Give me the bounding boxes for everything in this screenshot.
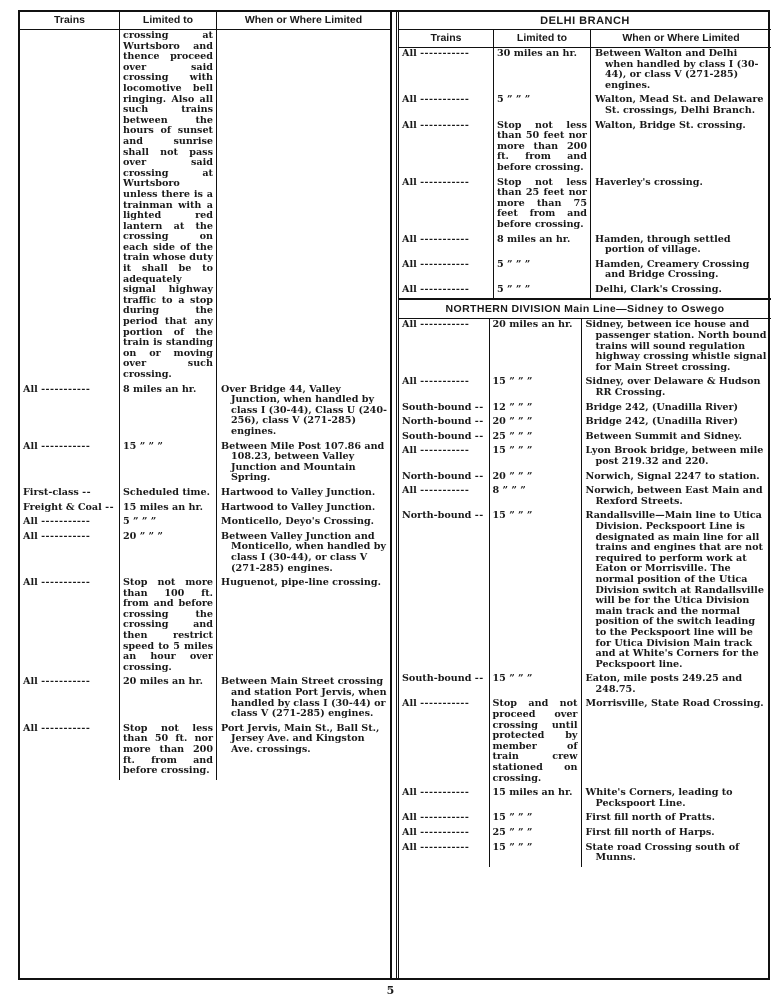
header-when-where: When or Where Limited (591, 30, 772, 48)
table-row (399, 431, 771, 446)
leader-dashes: ----------- (420, 176, 470, 188)
leader-dashes: ----------- (420, 319, 470, 331)
table-row (20, 723, 390, 780)
right-column (396, 12, 771, 978)
row-when-where: Between Valley Junction and Monticello, when handled by class I (30-44), or class V (271-285) engines. (221, 530, 386, 574)
row-when-where: Between Walton and Delhi when handled by class I (30-44), or class V (271-285) engines. (595, 48, 759, 91)
row-limited-to: 20 ” ” ” (489, 471, 581, 486)
row-limited-to: 15 miles an hr. (120, 502, 217, 517)
table-row (20, 441, 390, 487)
row-trains: All ----------- (399, 48, 494, 95)
table-row (20, 531, 390, 577)
row-when-where: Hamden, Creamery Crossing and Bridge Crossing. (595, 258, 750, 281)
row-when-where: Norwich, Signal 2247 to station. (585, 470, 760, 482)
row-trains: All ----------- (399, 787, 489, 812)
delhi-header-row (399, 30, 771, 48)
row-when-where: Bridge 242, (Unadilla River) (585, 416, 739, 428)
row-trains: All ----------- (399, 842, 489, 867)
row-trains: First-class -- (20, 487, 120, 502)
leader-dashes: ----------- (41, 440, 91, 452)
leader-dashes: ----------- (41, 530, 91, 542)
table-row (399, 485, 771, 510)
row-limited-to: 15 ” ” ” (489, 445, 581, 470)
row-limited-to: Stop not more than 100 ft. from and before crossing the crossing and then restrict speed to 5 miles an hour over crossing. (120, 577, 217, 676)
row-trains: All ----------- (399, 445, 489, 470)
leader-dashes: ----------- (41, 676, 91, 688)
table-row (20, 487, 390, 502)
row-when-where: Randallsville—Main line to Utica Division. Peckspoort Line is designated as main line for all trains and engines that are not required to perform work at Eaton or Morrisville. The normal position of the Utica Division switch at Randallsville will be for the Utica Division main track and the normal position of the switch leading to the Peckspoort line will be for Utica Division Main track and at White's Corners for the Peckspoort line. (585, 510, 764, 670)
left-column (20, 12, 390, 978)
row-trains: All ----------- (399, 698, 489, 787)
table-row (399, 284, 771, 299)
delhi-branch-title: DELHI BRANCH (399, 12, 771, 30)
row-trains: All ----------- (399, 376, 489, 401)
table-row (399, 319, 771, 376)
row-trains: All ----------- (399, 234, 494, 259)
table-row (399, 827, 771, 842)
table-row (399, 120, 771, 177)
row-limited-to: 15 ” ” ” (489, 376, 581, 401)
leader-dashes: -- (105, 501, 115, 513)
leader-dashes: ----------- (420, 233, 470, 245)
row-when-where: Haverley's crossing. (595, 176, 703, 188)
row-when-where: Eaton, mile posts 249.25 and 248.75. (585, 673, 743, 695)
delhi-table (399, 30, 771, 298)
table-row (399, 402, 771, 417)
table-row (20, 516, 390, 531)
row-when-where: Monticello, Deyo's Crossing. (221, 516, 375, 528)
table-row (20, 384, 390, 441)
table-row (399, 787, 771, 812)
row-trains: North-bound -- (399, 510, 489, 673)
left-table-body (20, 30, 390, 780)
header-trains: Trains (399, 30, 494, 48)
row-when-where: Sidney, between ice house and passenger station. North bound trains will sound regulation highway crossing whistle signal for Main Street crossing. (585, 319, 767, 373)
leader-dashes: ----------- (420, 283, 470, 295)
table-row (20, 577, 390, 676)
leader-dashes: ----------- (41, 722, 91, 734)
table-row (399, 376, 771, 401)
row-limited-to: 5 ” ” ” (494, 259, 591, 284)
table-row (399, 673, 771, 698)
row-when-where: Between Mile Post 107.86 and 108.23, between Valley Junction and Mountain Spring. (221, 440, 385, 484)
leader-dashes: ----------- (41, 516, 91, 528)
row-when-where (217, 30, 391, 384)
row-when-where: Bridge 242, (Unadilla River) (585, 401, 739, 413)
leader-dashes: ----------- (420, 94, 470, 106)
leader-dashes: ----------- (41, 577, 91, 589)
row-trains: All ----------- (20, 441, 120, 487)
row-trains: North-bound -- (399, 471, 489, 486)
northern-table (399, 319, 771, 866)
leader-dashes: -- (474, 401, 484, 413)
header-limited-to: Limited to (494, 30, 591, 48)
left-header-row (20, 12, 390, 30)
row-trains: All ----------- (399, 94, 494, 119)
row-trains: South-bound -- (399, 673, 489, 698)
row-limited-to: 15 ” ” ” (489, 812, 581, 827)
row-trains: All ----------- (20, 723, 120, 780)
leader-dashes: -- (474, 673, 484, 685)
row-when-where: White's Corners, leading to Peckspoort Line. (585, 787, 733, 809)
row-limited-to: 25 ” ” ” (489, 827, 581, 842)
row-limited-to: 20 miles an hr. (489, 319, 581, 376)
table-row (20, 30, 390, 384)
table-row (399, 471, 771, 486)
row-limited-to: Scheduled time. (120, 487, 217, 502)
table-row (399, 416, 771, 431)
row-trains: South-bound -- (399, 402, 489, 417)
leader-dashes: -- (474, 470, 484, 482)
row-limited-to: 15 ” ” ” (489, 510, 581, 673)
row-trains: All ----------- (20, 577, 120, 676)
leader-dashes: ----------- (420, 827, 470, 838)
row-limited-to: 20 ” ” ” (489, 416, 581, 431)
table-row (399, 94, 771, 119)
row-when-where: Norwich, between East Main and Rexford Streets. (585, 485, 763, 507)
row-limited-to: 5 ” ” ” (494, 94, 591, 119)
row-limited-to: 20 ” ” ” (120, 531, 217, 577)
row-limited-to: 8 ” ” ” (489, 485, 581, 510)
row-when-where: Port Jervis, Main St., Ball St., Jersey Ave. and Kingston Ave. crossings. (221, 722, 380, 755)
row-limited-to: 20 miles an hr. (120, 676, 217, 722)
row-when-where: Walton, Mead St. and Delaware St. crossings, Delhi Branch. (595, 94, 764, 116)
leader-dashes: -- (474, 430, 484, 442)
row-limited-to: 5 ” ” ” (494, 284, 591, 299)
row-when-where: Over Bridge 44, Valley Junction, when handled by class I (30-44), Class U (240-256), class V (271-285) engines. (221, 383, 388, 437)
table-row (399, 48, 771, 95)
row-when-where: Lyon Brook bridge, between mile post 219.32 and 220. (585, 445, 764, 467)
leader-dashes: ----------- (41, 383, 91, 395)
header-limited-to: Limited to (120, 12, 217, 30)
row-when-where: Hamden, through settled portion of village. (595, 233, 731, 256)
row-trains: All ----------- (399, 827, 489, 842)
left-table (20, 12, 390, 780)
row-trains: All ----------- (399, 259, 494, 284)
row-when-where: Hartwood to Valley Junction. (221, 486, 376, 498)
leader-dashes: ----------- (420, 376, 470, 388)
leader-dashes: -- (474, 510, 484, 522)
leader-dashes: ----------- (420, 698, 470, 710)
header-trains: Trains (20, 12, 120, 30)
row-trains: All ----------- (399, 319, 489, 376)
row-when-where: Morrisville, State Road Crossing. (585, 698, 764, 710)
row-limited-to: 5 ” ” ” (120, 516, 217, 531)
leader-dashes: ----------- (420, 258, 470, 270)
leader-dashes: ----------- (420, 485, 470, 497)
row-limited-to: 15 ” ” ” (120, 441, 217, 487)
leader-dashes: ----------- (420, 48, 470, 59)
table-row (399, 177, 771, 234)
table-row (20, 502, 390, 517)
row-trains: All ----------- (20, 384, 120, 441)
leader-dashes: -- (474, 416, 484, 428)
row-when-where: Hartwood to Valley Junction. (221, 501, 376, 513)
row-trains: All ----------- (20, 516, 120, 531)
row-when-where: Between Main Street crossing and station Port Jervis, when handled by class I (30-44) or class V (271-285) engines. (221, 676, 387, 720)
row-when-where: Walton, Bridge St. crossing. (595, 119, 746, 131)
row-limited-to: 30 miles an hr. (494, 48, 591, 95)
row-limited-to: 15 miles an hr. (489, 787, 581, 812)
table-row (399, 445, 771, 470)
row-when-where: First fill north of Harps. (585, 827, 715, 838)
row-limited-to: 12 ” ” ” (489, 402, 581, 417)
table-row (399, 842, 771, 867)
row-trains: All ----------- (399, 177, 494, 234)
table-row (20, 676, 390, 722)
row-trains: All ----------- (20, 531, 120, 577)
table-row (399, 698, 771, 787)
delhi-table-body (399, 48, 771, 299)
leader-dashes: ----------- (420, 119, 470, 131)
row-limited-to: 8 miles an hr. (494, 234, 591, 259)
northern-table-body (399, 319, 771, 866)
row-limited-to: 15 ” ” ” (489, 673, 581, 698)
row-trains (20, 30, 120, 384)
row-trains: All ----------- (399, 812, 489, 827)
row-limited-to: Stop not less than 50 feet nor more than 200 ft. from and before crossing. (494, 120, 591, 177)
table-row (399, 812, 771, 827)
row-trains: North-bound -- (399, 416, 489, 431)
table-row (399, 259, 771, 284)
row-limited-to: Stop not less than 25 feet nor more than 75 feet from and before crossing. (494, 177, 591, 234)
row-limited-to: crossing at Wurtsboro and thence proceed over said crossing with locomotive bell ringing. Also all such trains between the hours of sunset and sunrise shall not pass over said crossing at Wurtsboro unless there is a trainman with a lighted red lantern at the crossing on each side of the train whose duty it shall be to adequately signal highway traffic to a stop during the period that any portion of the train is standing on or moving over such crossing. (120, 30, 217, 384)
row-when-where: Huguenot, pipe-line crossing. (221, 577, 381, 589)
column-divider (390, 12, 392, 978)
leader-dashes: ----------- (420, 812, 470, 824)
row-when-where: State road Crossing south of Munns. (585, 841, 740, 864)
row-limited-to: Stop and not proceed over crossing until protected by member of train crew stationed on crossing. (489, 698, 581, 787)
row-when-where: Between Summit and Sidney. (585, 430, 742, 442)
row-trains: All ----------- (399, 120, 494, 177)
timetable-frame (18, 10, 770, 980)
page-number: 5 (386, 984, 395, 997)
leader-dashes: ----------- (420, 445, 470, 457)
row-when-where: Delhi, Clark's Crossing. (595, 283, 722, 295)
row-trains: All ----------- (399, 284, 494, 299)
row-limited-to: 15 ” ” ” (489, 842, 581, 867)
row-limited-to: 25 ” ” ” (489, 431, 581, 446)
row-when-where: First fill north of Pratts. (585, 812, 715, 824)
header-when-where: When or Where Limited (217, 12, 391, 30)
table-row (399, 234, 771, 259)
table-row (399, 510, 771, 673)
row-trains: All ----------- (399, 485, 489, 510)
leader-dashes: -- (82, 486, 92, 498)
row-trains: South-bound -- (399, 431, 489, 446)
leader-dashes: ----------- (420, 787, 470, 799)
row-when-where: Sidney, over Delaware & Hudson RR Crossing. (585, 376, 761, 399)
row-trains: All ----------- (20, 676, 120, 722)
row-limited-to: Stop not less than 50 ft. nor more than 200 ft. from and before crossing. (120, 723, 217, 780)
row-trains: Freight & Coal -- (20, 502, 120, 517)
leader-dashes: ----------- (420, 841, 470, 853)
northern-division-title: NORTHERN DIVISION Main Line—Sidney to Oswego (399, 298, 771, 319)
row-limited-to: 8 miles an hr. (120, 384, 217, 441)
